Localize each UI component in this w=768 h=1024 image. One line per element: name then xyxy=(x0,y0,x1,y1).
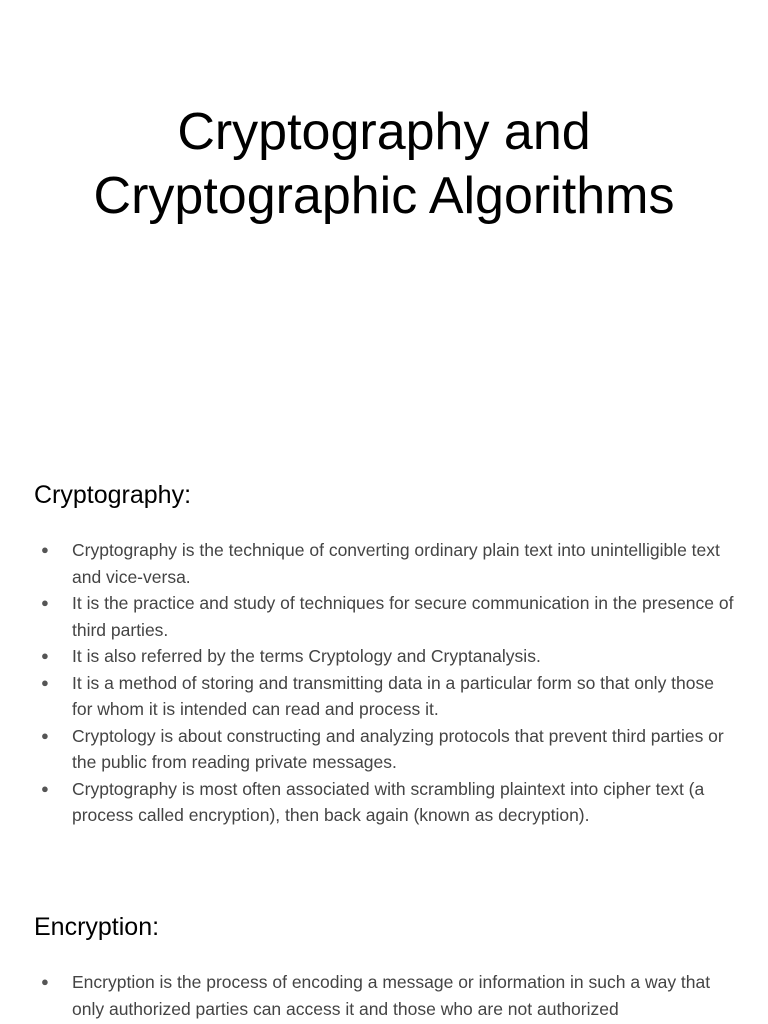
bullet-icon: ● xyxy=(41,674,49,690)
cryptography-bullet-list xyxy=(0,537,768,829)
bullet-icon: ● xyxy=(41,595,49,610)
list-item-text: Cryptography is most often associated with scrambling plaintext into cipher text (a process called encryption), then back again (known as decryption). xyxy=(72,778,705,825)
list-item xyxy=(0,723,768,776)
bullet-icon: ● xyxy=(41,727,49,743)
list-item xyxy=(0,537,768,590)
list-item-text: It is the practice and study of techniques for secure communication in the presence of third parties. xyxy=(72,593,734,640)
title-line-1: Cryptography and xyxy=(177,103,591,161)
list-item-text: It is a method of storing and transmitting data in a particular form so that only those for whom it is intended can read and process it. xyxy=(72,672,714,719)
title-line-2: Cryptographic Algorithms xyxy=(93,167,675,225)
list-item xyxy=(0,590,768,643)
bullet-icon: ● xyxy=(41,648,49,663)
list-item xyxy=(0,670,768,723)
list-item-text: Cryptology is about constructing and analyzing protocols that prevent third parties or the public from reading private messages. xyxy=(72,725,724,772)
section-heading-cryptography: Cryptography: xyxy=(34,481,192,509)
bullet-icon: ● xyxy=(41,780,49,796)
section-heading-encryption: Encryption: xyxy=(34,913,160,941)
list-item xyxy=(0,643,768,670)
list-item xyxy=(0,776,768,829)
bullet-icon: ● xyxy=(41,974,49,989)
list-item-text: It is also referred by the terms Cryptology and Cryptanalysis. xyxy=(72,646,541,666)
bullet-icon: ● xyxy=(41,542,49,557)
list-item xyxy=(0,969,768,1022)
encryption-bullet-list xyxy=(0,969,768,1022)
list-item-text: Cryptography is the technique of converting ordinary plain text into unintelligible text and vice-versa. xyxy=(72,540,720,587)
list-item-text: Encryption is the process of encoding a message or information in such a way that only authorized parties can access it and those who are not authorized xyxy=(72,972,711,1019)
document-title xyxy=(0,100,768,228)
